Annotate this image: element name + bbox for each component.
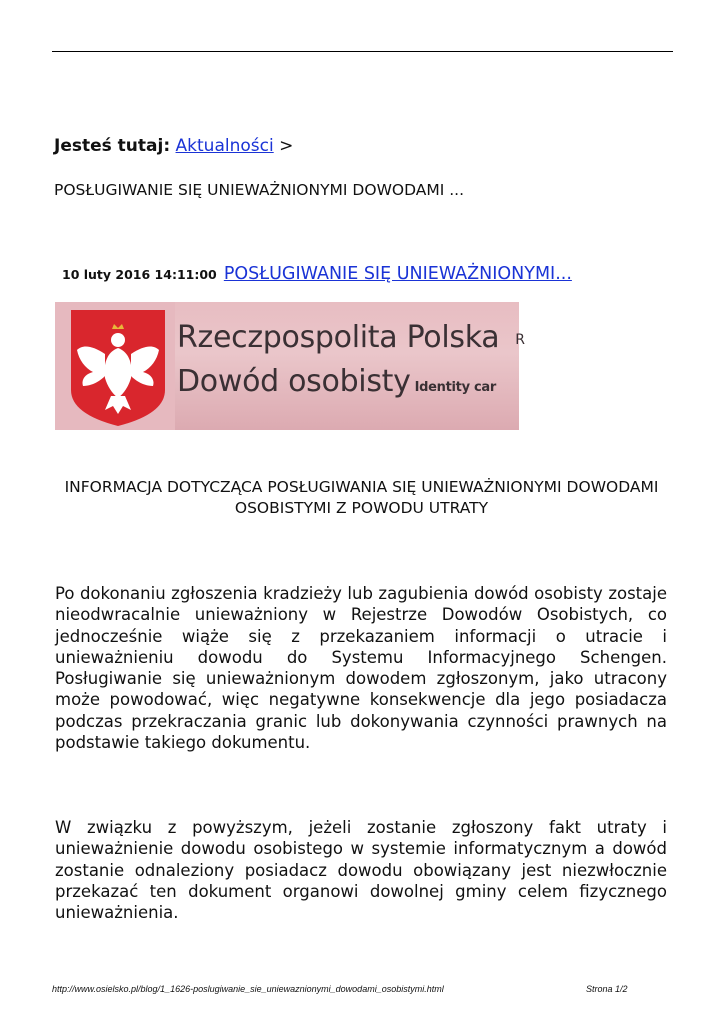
- hero-title-line: Rzeczpospolita Polska: [177, 320, 500, 355]
- article-header: [62, 264, 572, 284]
- hero-cut-letter: R: [515, 332, 525, 348]
- breadcrumb: [54, 136, 293, 156]
- info-heading: INFORMACJA DOTYCZĄCA POSŁUGIWANIA SIĘ UNIEWAŻNIONYMI DOWODAMI OSOBISTYMI Z POWODU UTRATY: [64, 478, 659, 517]
- breadcrumb-link-aktualnosci[interactable]: Aktualności: [175, 136, 274, 156]
- hero-subtitle-main: Dowód osobisty: [177, 364, 411, 399]
- footer-url: http://www.osielsko.pl/blog/1_1626-poslugiwanie_sie_uniewaznionymi_dowodami_osobistymi.html: [52, 984, 444, 994]
- body-paragraph: Po dokonaniu zgłoszenia kradzieży lub zagubienia dowód osobisty zostaje nieodwracalnie unieważniony w Rejestrze Dowodów Osobistych, co jednocześnie wiąże się z przekazaniem informacji o utracie i unieważnieniu dowodu do Systemu Informacyjnego Schengen. Posługiwanie się unieważnionym dowodem zgłoszonym, jako utracony może powodować, więc negatywne konsekwencje dla jego posiadacza podczas przekraczania granic lub dokonywania czynności prawnych na podstawie takiego dokumentu.: [55, 584, 667, 753]
- breadcrumb-label: Jesteś tutaj:: [54, 136, 171, 156]
- hero-subtitle-line: [177, 364, 496, 399]
- article-date: 10 luty 2016 14:11:00: [62, 267, 217, 282]
- hero-subtitle-small: Identity car: [414, 380, 496, 395]
- article-title-link[interactable]: POSŁUGIWANIE SIĘ UNIEWAŻNIONYMI...: [223, 264, 572, 284]
- article-image: [55, 302, 525, 430]
- polish-eagle-emblem-icon: [55, 302, 175, 430]
- footer-page-number: Strona 1/2: [586, 984, 628, 994]
- breadcrumb-separator: >: [279, 136, 294, 156]
- body-paragraph: W związku z powyższym, jeżeli zostanie zgłoszony fakt utraty i unieważnienie dowodu osobistego w systemie informatycznym a dowód zostanie odnaleziony posiadacz dowodu obowiązany jest niezwłocznie przekazać ten dokument organowi dowolnej gminy celem fizycznego unieważnienia.: [55, 818, 667, 923]
- page-title: POSŁUGIWANIE SIĘ UNIEWAŻNIONYMI DOWODAMI ...: [54, 181, 465, 199]
- header-rule: [52, 51, 673, 52]
